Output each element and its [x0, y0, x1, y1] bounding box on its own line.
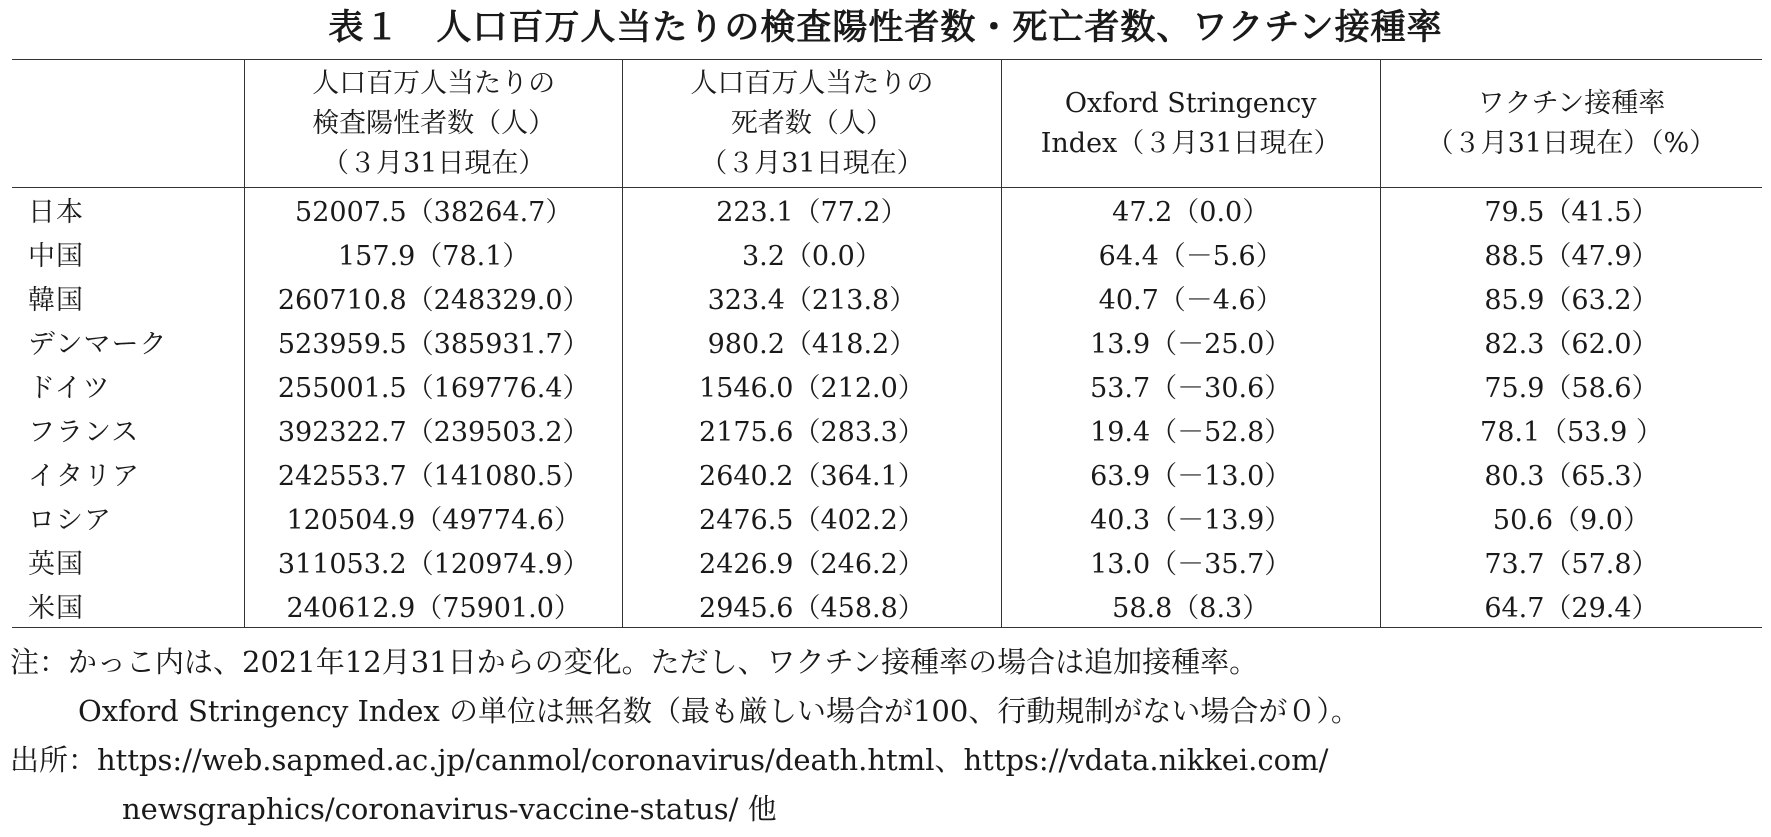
stringency-cell: 58.8（8.3） — [1001, 584, 1380, 628]
deaths-cell: 2175.6（283.3） — [623, 408, 1001, 452]
source-line: 出所：https://web.sapmed.ac.jp/canmol/coronavirus/death.html、https://vdata.nikkei.com/ — [10, 743, 1329, 777]
table-row — [12, 364, 1762, 408]
note-line: Oxford Stringency Index の単位は無名数（最も厳しい場合が100、行動規制がない場合が０）。 — [78, 694, 1360, 728]
header-cell-vaccine — [1380, 60, 1762, 188]
stringency-cell: 53.7（－30.6） — [1001, 364, 1380, 408]
deaths-cell: 223.1（77.2） — [623, 188, 1001, 232]
positive-cell: 260710.8（248329.0） — [245, 276, 623, 320]
header-line: 人口百万人当たりの — [312, 67, 556, 99]
table-row — [12, 540, 1762, 584]
vaccine-cell: 88.5（47.9） — [1380, 232, 1762, 276]
header-cell-positive — [245, 60, 623, 188]
vaccine-cell: 50.6（9.0） — [1380, 496, 1762, 540]
stringency-cell: 40.3（－13.9） — [1001, 496, 1380, 540]
header-cell-deaths — [623, 60, 1001, 188]
header-cell-country — [12, 60, 245, 188]
positive-cell: 392322.7（239503.2） — [245, 408, 623, 452]
positive-cell: 120504.9（49774.6） — [245, 496, 623, 540]
table-row — [12, 232, 1762, 276]
header-row — [12, 60, 1762, 188]
vaccine-cell: 64.7（29.4） — [1380, 584, 1762, 628]
positive-cell: 157.9（78.1） — [245, 232, 623, 276]
header-line: 検査陽性者数（人） — [312, 107, 556, 139]
deaths-cell: 980.2（418.2） — [623, 320, 1001, 364]
table-header — [12, 60, 1762, 188]
deaths-cell: 3.2（0.0） — [623, 232, 1001, 276]
table-row — [12, 584, 1762, 628]
deaths-cell: 2426.9（246.2） — [623, 540, 1001, 584]
country-cell: ドイツ — [28, 373, 111, 404]
country-cell: ロシア — [28, 505, 112, 536]
country-cell: 日本 — [28, 197, 84, 229]
vaccine-cell: 79.5（41.5） — [1380, 188, 1762, 232]
stringency-cell: 13.9（－25.0） — [1001, 320, 1380, 364]
positive-cell: 255001.5（169776.4） — [245, 364, 623, 408]
vaccine-cell: 73.7（57.8） — [1380, 540, 1762, 584]
header-line: （３月31日現在） — [700, 147, 924, 179]
deaths-cell: 2945.6（458.8） — [623, 584, 1001, 628]
header-cell-stringency — [1001, 60, 1380, 188]
table-row — [12, 452, 1762, 496]
header-line: Index（３月31日現在） — [1040, 127, 1341, 159]
header-line: （３月31日現在） — [322, 147, 546, 179]
positive-cell: 240612.9（75901.0） — [245, 584, 623, 628]
vaccine-cell: 78.1（53.9 ） — [1380, 408, 1762, 452]
positive-cell: 242553.7（141080.5） — [245, 452, 623, 496]
header-line: ワクチン接種率 — [1477, 87, 1666, 119]
country-cell: 中国 — [28, 241, 84, 272]
vaccine-cell: 75.9（58.6） — [1380, 364, 1762, 408]
stringency-cell: 63.9（－13.0） — [1001, 452, 1380, 496]
header-line: Oxford Stringency — [1064, 87, 1317, 119]
table-row — [12, 408, 1762, 452]
vaccine-cell: 80.3（65.3） — [1380, 452, 1762, 496]
data-table — [12, 59, 1762, 628]
positive-cell: 311053.2（120974.9） — [245, 540, 623, 584]
table-row — [12, 276, 1762, 320]
country-cell: イタリア — [28, 461, 140, 492]
table-title: 表１ 人口百万人当たりの検査陽性者数・死亡者数、ワクチン接種率 — [328, 8, 1443, 48]
notes-block — [10, 638, 1765, 834]
note-line: 注：かっこ内は、2021年12月31日からの変化。ただし、ワクチン接種率の場合は追加接種率。 — [10, 645, 1259, 679]
vaccine-cell: 82.3（62.0） — [1380, 320, 1762, 364]
positive-cell: 52007.5（38264.7） — [245, 188, 623, 232]
stringency-cell: 47.2（0.0） — [1001, 188, 1380, 232]
source-line: newsgraphics/coronavirus-vaccine-status/ 他 — [122, 792, 777, 826]
deaths-cell: 2476.5（402.2） — [623, 496, 1001, 540]
country-cell: デンマーク — [28, 329, 168, 360]
stringency-cell: 19.4（－52.8） — [1001, 408, 1380, 452]
header-line: 死者数（人） — [730, 107, 893, 139]
table-row — [12, 320, 1762, 364]
deaths-cell: 2640.2（364.1） — [623, 452, 1001, 496]
deaths-cell: 323.4（213.8） — [623, 276, 1001, 320]
country-cell: 英国 — [28, 549, 84, 580]
header-line: （３月31日現在）（%） — [1426, 127, 1717, 159]
vaccine-cell: 85.9（63.2） — [1380, 276, 1762, 320]
stringency-cell: 40.7（－4.6） — [1001, 276, 1380, 320]
deaths-cell: 1546.0（212.0） — [623, 364, 1001, 408]
stringency-cell: 64.4（－5.6） — [1001, 232, 1380, 276]
positive-cell: 523959.5（385931.7） — [245, 320, 623, 364]
country-cell: 韓国 — [28, 285, 84, 316]
country-cell: 米国 — [12, 584, 245, 628]
header-line: 人口百万人当たりの — [690, 67, 934, 99]
table-row — [12, 496, 1762, 540]
table-body — [12, 188, 1762, 628]
table-row — [12, 188, 1762, 232]
stringency-cell: 13.0（－35.7） — [1001, 540, 1380, 584]
country-cell: フランス — [28, 417, 140, 448]
